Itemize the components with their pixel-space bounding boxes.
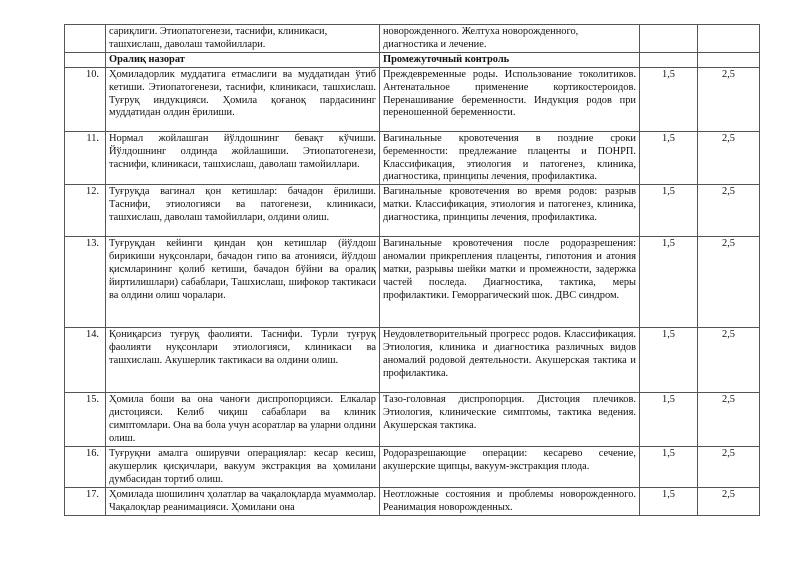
score-value: 2,5	[698, 185, 760, 237]
table-row	[65, 237, 760, 328]
topic-uz: Туғруқдан кейинги қиндан қон кетишлар (йўлдош бирикиши нуқсонлари, бачадон гипо ва атонияси, йўлдош қисмларининг қолиб кетиши, бачадон бўйни ва оралиқ йиртилишлари) сабаблари, Ташхислаш, шифокор тактикаси ва олдини олиш чоралари.	[106, 237, 380, 328]
curriculum-table	[64, 24, 760, 516]
topic-ru: Вагинальные кровотечения после родоразрешения: аномалии прикрепления плаценты, гипотония и атония матки, разрывы шейки матки и промежности, задержка частей последа. Диагностика, тактика, меры профилактики. Геморрагический шок. ДВС синдром.	[380, 237, 640, 328]
score-value: 2,5	[698, 67, 760, 131]
topic-uz: Ҳомила боши ва она чаноғи диспропорцияси. Елкалар дистоцияси. Келиб чиқиш сабаблари ва клиник симптомлари. Она ва бола учун асоратлар ва уларни олдини олиш.	[106, 393, 380, 447]
table-row-continued	[65, 25, 760, 53]
topic-ru: Тазо-головная диспропорция. Дистоция плечиков. Этиология, клинические симптомы, тактика ведения. Акушерская тактика.	[380, 393, 640, 447]
topic-ru-cell	[380, 25, 640, 53]
hours-cell	[640, 52, 698, 67]
row-number: 17.	[65, 487, 106, 515]
row-number: 16.	[65, 446, 106, 487]
section-header-row	[65, 52, 760, 67]
hours-cell	[640, 25, 698, 53]
score-value: 2,5	[698, 131, 760, 185]
score-value: 2,5	[698, 237, 760, 328]
section-header-ru: Промежуточный контроль	[380, 52, 640, 67]
table-row	[65, 67, 760, 131]
topic-uz: Қониқарсиз туғруқ фаолияти. Таснифи. Турли туғруқ фаолияти нуқсонлари этиологияси, клиникаси ва ташхислаш. Акушерлик тактикаси ва олдини олиш.	[106, 328, 380, 393]
num-cell	[65, 25, 106, 53]
section-header-uz: Оралиқ назорат	[106, 52, 380, 67]
score-cell	[698, 52, 760, 67]
hours-value: 1,5	[640, 446, 698, 487]
table-row	[65, 393, 760, 447]
topic-ru: Родоразрешающие операции: кесарево сечение, акушерские щипцы, вакуум-экстракция плода.	[380, 446, 640, 487]
topic-ru-line: диагностика и лечение.	[383, 38, 487, 50]
table-row	[65, 185, 760, 237]
hours-value: 1,5	[640, 131, 698, 185]
row-number: 10.	[65, 67, 106, 131]
row-number: 15.	[65, 393, 106, 447]
table-row	[65, 131, 760, 185]
score-value: 2,5	[698, 328, 760, 393]
topic-uz: Ҳомилада шошилинч ҳолатлар ва чақалоқларда муаммолар. Чақалоқлар реанимацияси. Ҳомилани она	[106, 487, 380, 515]
topic-ru: Вагинальные кровотечения в поздние сроки беременности: предлежание плаценты и ПОНРП. Классификация, этиология и патогенез, клиника, диагностика, принципы лечения, профилактика.	[380, 131, 640, 185]
hours-value: 1,5	[640, 67, 698, 131]
row-number: 12.	[65, 185, 106, 237]
topic-uz-cell	[106, 25, 380, 53]
topic-uz: Ҳомиладорлик муддатига етмаслиги ва муддатидан ўтиб кетиши. Этиопатогенези, таснифи, клиникаси, ташхислаш. Туғруқ индукцияси. Ҳомила қоғаноқ пардасининг муддатидан олдин ёрилиши.	[106, 67, 380, 131]
topic-ru: Преждевременные роды. Использование токолитиков. Антенатальное применение кортикостероидов. Перенашивание беременности. Индукция родов при переношенной беременности.	[380, 67, 640, 131]
table-row	[65, 487, 760, 515]
topic-uz: Туғруқда вагинал қон кетишлар: бачадон ёрилиши. Таснифи, этиологияси ва патогенези, клиникаси, ташхислаш, даволаш тамойиллари, олдини олиш.	[106, 185, 380, 237]
table-row	[65, 446, 760, 487]
topic-uz-line: сариқлиги. Этиопатогенези, таснифи, клиникаси,	[109, 26, 328, 37]
topic-ru-line: новорожденного. Желтуха новорожденного,	[383, 26, 579, 37]
hours-value: 1,5	[640, 237, 698, 328]
table-row	[65, 328, 760, 393]
score-value: 2,5	[698, 446, 760, 487]
hours-value: 1,5	[640, 487, 698, 515]
topic-ru: Неудовлетворительный прогресс родов. Классификация. Этиология, клиника и диагностика различных видов аномалий родовой деятельности. Акушерская тактика и профилактика.	[380, 328, 640, 393]
topic-uz-line: ташхислаш, даволаш тамойиллари.	[109, 38, 266, 50]
row-number: 11.	[65, 131, 106, 185]
topic-uz: Туғруқни амалга оширувчи операциялар: кесар кесиш, акушерлик қисқичлари, вакуум экстракция ва ҳомилани думбасидан тортиб олиш.	[106, 446, 380, 487]
hours-value: 1,5	[640, 185, 698, 237]
topic-ru: Неотложные состояния и проблемы новорожденного. Реанимация новорожденных.	[380, 487, 640, 515]
num-cell	[65, 52, 106, 67]
topic-ru: Вагинальные кровотечения во время родов: разрыв матки. Классификация, этиология и патогенез, клиника, диагностика, принципы лечения, профилактика.	[380, 185, 640, 237]
hours-value: 1,5	[640, 328, 698, 393]
hours-value: 1,5	[640, 393, 698, 447]
score-cell	[698, 25, 760, 53]
row-number: 14.	[65, 328, 106, 393]
topic-uz: Нормал жойлашган йўлдошнинг бевақт кўчиши. Йўлдошнинг олдинда жойлашиши. Этиопатогенези, таснифи, клиникаси, ташхислаш, даволаш тамойиллари.	[106, 131, 380, 185]
score-value: 2,5	[698, 487, 760, 515]
score-value: 2,5	[698, 393, 760, 447]
row-number: 13.	[65, 237, 106, 328]
